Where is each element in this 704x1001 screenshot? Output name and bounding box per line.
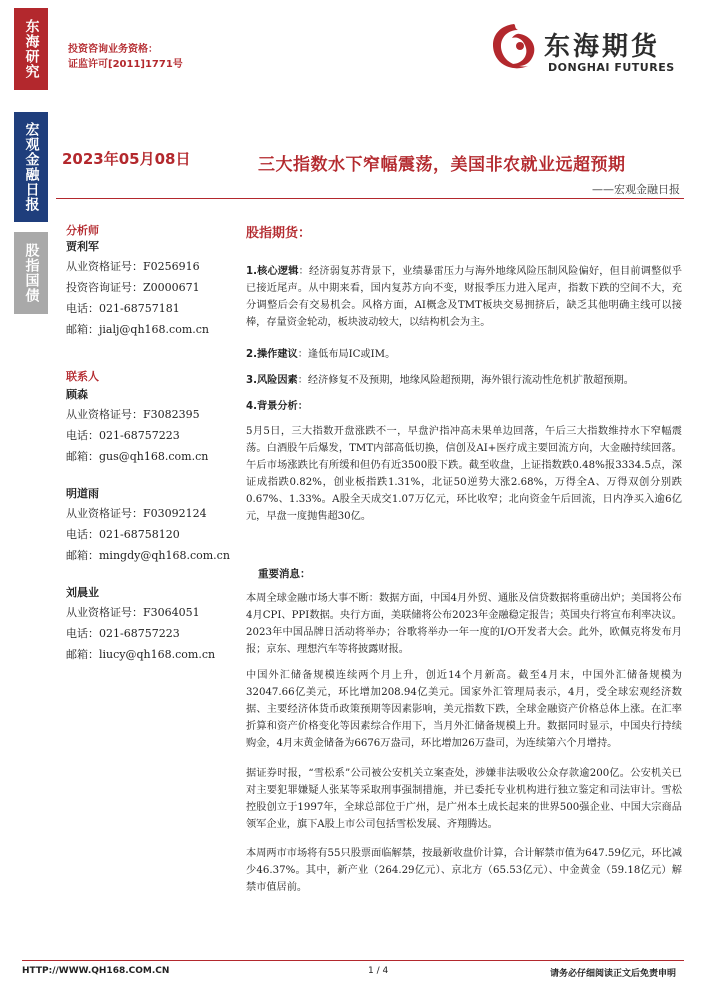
analyst-heading: 分析师 bbox=[66, 224, 99, 237]
sidebar-tab-macro-label: 宏观金融日报 bbox=[23, 122, 40, 212]
contact-line: 邮箱：gus@qh168.com.cn bbox=[66, 450, 209, 463]
analyst-line: 邮箱：jialj@qh168.com.cn bbox=[66, 323, 209, 336]
report-title: 三大指数水下窄幅震荡，美国非农就业远超预期 bbox=[258, 155, 626, 175]
qualification-line-1: 投资咨询业务资格： bbox=[68, 44, 158, 55]
news-text: 本周两市市场将有55只股票面临解禁，按最新收盘价计算，合计解禁市值为647.59亿元，环比减少46.37%。其中，新产业（264.29亿元）、京北方（65.53亿元）、中金黄金（59.18亿元）解禁市值居前。 bbox=[246, 848, 682, 893]
contact-line: 从业资格证号：F03092124 bbox=[66, 507, 207, 520]
news-item bbox=[246, 765, 682, 833]
sidebar-tab-macro bbox=[14, 112, 48, 222]
contact-name: 明道雨 bbox=[66, 487, 99, 500]
sidebar-tab-index-bond bbox=[14, 232, 48, 314]
header-divider bbox=[56, 198, 684, 199]
risk-paragraph bbox=[246, 372, 682, 389]
contact-line: 从业资格证号：F3064051 bbox=[66, 606, 200, 619]
background-label: 4.背景分析 bbox=[246, 401, 298, 412]
footer-disclaimer: 请务必仔细阅读正文后免责申明 bbox=[549, 969, 676, 979]
news-title: 重要消息： bbox=[258, 568, 311, 580]
sidebar-tab-research-label: 东海研究 bbox=[23, 19, 40, 79]
news-item bbox=[246, 845, 682, 896]
analyst-line: 电话：021-68757181 bbox=[66, 302, 180, 315]
operation-paragraph bbox=[246, 346, 682, 363]
contact-name: 顾森 bbox=[66, 388, 88, 401]
contact-line: 邮箱：liucy@qh168.com.cn bbox=[66, 648, 216, 661]
contacts-block bbox=[66, 370, 241, 669]
sidebar-tab-research bbox=[14, 8, 48, 90]
news-text: 本周全球金融市场大事不断：数据方面，中国4月外贸、通胀及信贷数据将重磅出炉；美国将公布4月CPI、PPI数据。央行方面，美联储将公布2023年金融稳定报告；英国央行将宣布利率决议。2023年中国品牌日活动将举办；谷歌将举办一年一度的I/O开发者大会。此外，欧佩克将发布月报；京东、理想汽车等将披露财报。 bbox=[246, 593, 682, 655]
news-text: 中国外汇储备规模连续两个月上升，创近14个月新高。截至4月末，中国外汇储备规模为32047.66亿美元，环比增加208.94亿美元。国家外汇管理局表示，4月，受全球宏观经济数据、主要经济体货币政策预期等因素影响，美元指数下跌，全球金融资产价格总体上涨。在汇率折算和资产价格变化等因素综合作用下，当月外汇储备规模上升。数据同时显示，中国央行持续购金，4月末黄金储备为6676万盎司，环比增加26万盎司，为连续第六个月增持。 bbox=[246, 670, 682, 749]
report-date: 2023年05月08日 bbox=[62, 150, 191, 168]
contact-line: 邮箱：mingdy@qh168.com.cn bbox=[66, 549, 230, 562]
contact-line: 电话：021-68757223 bbox=[66, 627, 180, 640]
operation-text: ：逢低布局IC或IM。 bbox=[297, 349, 396, 360]
footer-divider bbox=[22, 960, 684, 961]
news-item bbox=[246, 590, 682, 658]
core-logic-label: 1.核心逻辑 bbox=[246, 266, 299, 277]
analyst-line: 投资咨询证号：Z0000671 bbox=[66, 281, 200, 294]
logo-chinese-name: 东海期货 bbox=[544, 32, 661, 62]
section-title: 股指期货： bbox=[246, 226, 312, 241]
contact-name: 刘晨业 bbox=[66, 586, 99, 599]
background-heading bbox=[246, 398, 682, 415]
background-paragraph bbox=[246, 423, 682, 525]
logo-english-name: DONGHAI FUTURES bbox=[548, 61, 675, 74]
operation-label: 2.操作建议 bbox=[246, 349, 298, 360]
analyst-block bbox=[66, 224, 236, 344]
news-text: 据证券时报，“雪松系”公司被公安机关立案查处，涉嫌非法吸收公众存款逾200亿。公安机关已对主要犯罪嫌疑人张某等采取刑事强制措施，并已委托专业机构进行独立鉴定和司法审计。雪松控股创立于1997年，全球总部位于广州，是广州本土成长起来的世界500强企业、中国大宗商品领军企业，旗下A股上市公司包括雪松发展、齐翔腾达。 bbox=[246, 768, 682, 830]
risk-label: 3.风险因素 bbox=[246, 375, 298, 386]
risk-text: ：经济修复不及预期，地缘风险超预期，海外银行流动性危机扩散超预期。 bbox=[297, 375, 634, 386]
contact-line: 电话：021-68758120 bbox=[66, 528, 180, 541]
footer-page-number: 1 / 4 bbox=[368, 966, 389, 976]
core-logic-paragraph bbox=[246, 263, 682, 331]
qualification-line-2: 证监许可[2011]1771号 bbox=[68, 59, 183, 70]
contact-line: 从业资格证号：F3082395 bbox=[66, 408, 200, 421]
analyst-name: 贾利军 bbox=[66, 240, 99, 253]
analyst-line: 从业资格证号：F0256916 bbox=[66, 260, 200, 273]
report-subtitle: ——宏观金融日报 bbox=[592, 183, 680, 196]
sidebar-tab-index-bond-label: 股指国债 bbox=[23, 243, 40, 303]
footer-url[interactable]: HTTP://WWW.QH168.COM.CN bbox=[22, 966, 170, 976]
contacts-heading: 联系人 bbox=[66, 370, 99, 383]
core-logic-text: ：经济弱复苏背景下，业绩暴雷压力与海外地缘风险压制风险偏好，但目前调整似乎已接近尾声。从中期来看，国内复苏方向不变，财报季压力进入尾声，指数下跌的空间不大，充分调整后会有交易机会。风格方面，AI概念及TMT板块交易拥挤后，缺乏其他明确主线可以接棒，存量资金轮动，板块波动较大，以结构机会为主。 bbox=[246, 266, 682, 328]
contact-line: 电话：021-68757223 bbox=[66, 429, 180, 442]
background-text: 5月5日，三大指数开盘涨跌不一，早盘沪指冲高未果单边回落，午后三大指数维持水下窄幅震荡。白酒股午后爆发，TMT内部高低切换，信创及AI+医疗成主要回流方向，大金融持续回落。午后市场涨跌比有所缓和但仍有近3500股下跌。截至收盘，上证指数跌0.48%报3334.5点，深证成指跌0.82%，创业板指跌1.31%，北证50逆势大涨2.68%，万得全A、万得双创分别跌0.67%、1.33%。A股全天成交1.07万亿元，环比收窄；北向资金午后回流，日内净买入逾6亿元，早盘一度抛售超30亿。 bbox=[246, 426, 682, 522]
logo-emblem-icon bbox=[484, 20, 546, 76]
news-item bbox=[246, 667, 682, 752]
background-colon: ： bbox=[297, 401, 308, 412]
